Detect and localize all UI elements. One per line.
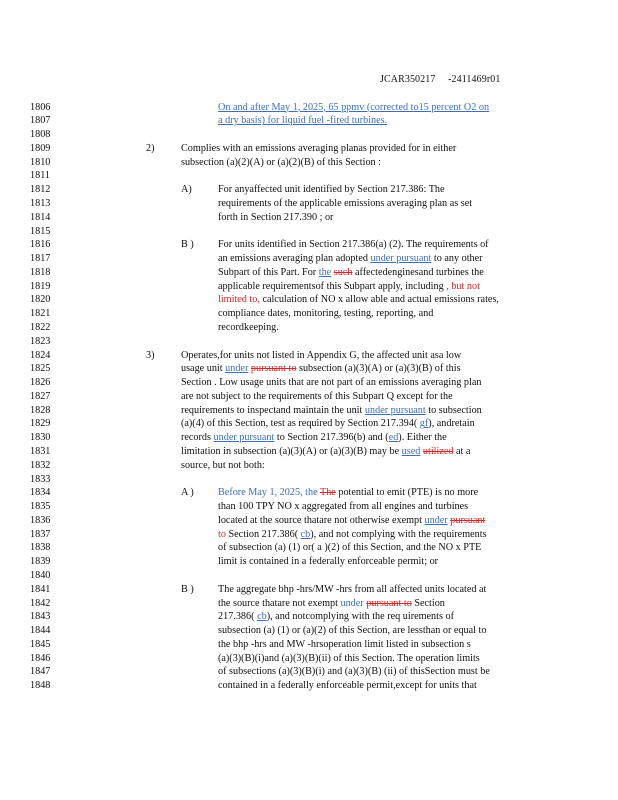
line-text — [218, 555, 438, 569]
line-text — [218, 238, 489, 252]
inserted-text: under pursuant — [370, 253, 432, 265]
document-line — [0, 597, 618, 611]
text-run: affectedenginesand turbines the — [352, 266, 484, 278]
text-run: of subsections (a)(3)(B)(i) and (a)(3)(B) (ii) of thisSection must be — [218, 666, 490, 678]
text-run: subsection (a)(2)(A) or (a)(2)(B) of this Section : — [181, 156, 382, 168]
line-number: 1815 — [30, 225, 51, 237]
document-line — [0, 500, 618, 514]
list-marker: 2) — [146, 142, 155, 154]
text-run: under — [340, 597, 364, 609]
text-run: aggregated from all engines and turbines — [299, 501, 469, 513]
text-run: to any other — [431, 253, 483, 265]
line-number: 1823 — [30, 335, 51, 347]
text-run: limitation in subsection (a)(3)(A) or (a)(3)(B) may be — [181, 446, 402, 457]
inserted-text: under — [424, 514, 448, 526]
line-number: 1846 — [30, 652, 51, 664]
line-text — [218, 541, 481, 555]
text-run: requirements of the applicable emissions averaging plan as set — [218, 197, 473, 209]
list-marker: A) — [181, 184, 192, 196]
line-number: 1838 — [30, 542, 51, 554]
line-text — [218, 114, 387, 128]
line-text — [181, 142, 456, 156]
text-run: ), and not complying with the requirements — [310, 528, 487, 540]
text-run: to Section 217.396(b) and ( — [274, 432, 389, 444]
line-number: 1833 — [30, 473, 51, 485]
inserted-text: ed — [388, 432, 399, 444]
text-run: For anyaffected unit identified by Section 217.386: The — [218, 184, 445, 196]
line-text — [218, 486, 478, 500]
text-run: to subsection — [425, 404, 482, 416]
document-line — [0, 293, 618, 307]
line-number: 1845 — [30, 638, 51, 650]
line-number: 1811 — [30, 170, 50, 182]
text-run: source, but not both: — [181, 459, 265, 471]
line-number: 1839 — [30, 556, 51, 568]
document-line — [0, 610, 618, 624]
text-run: of subsection (a) (1) or( a )(2) of this Section, and the NO — [218, 542, 454, 554]
inserted-text: cb — [257, 611, 267, 623]
line-text — [181, 445, 470, 459]
list-marker: 3) — [146, 349, 155, 361]
text-run: forth in Section 217.390 ; or — [218, 211, 334, 223]
line-number: 1819 — [30, 280, 51, 292]
line-number: 1824 — [30, 349, 51, 361]
deleted-text: The — [319, 487, 336, 499]
document-line — [0, 197, 618, 211]
line-text — [218, 293, 499, 307]
text-run: Subpart of this Part. For — [218, 266, 319, 278]
line-number: 1847 — [30, 666, 51, 678]
document-line — [0, 376, 618, 390]
deleted-text: pursuant to — [366, 597, 412, 609]
text-run: ), andretain — [428, 418, 475, 430]
line-number: 1844 — [30, 625, 51, 637]
document-line — [0, 101, 618, 115]
line-text — [218, 528, 487, 542]
text-run: For units identified in Section 217.386(a) (2). The requirements of — [218, 239, 489, 251]
text-run: applicable requirementsof this Subpart apply, including — [218, 280, 447, 292]
line-text — [218, 280, 480, 294]
line-number: 1806 — [30, 101, 51, 113]
document-line — [0, 183, 618, 197]
line-number: 1843 — [30, 611, 51, 623]
text-run: located at the source thatare not otherwise exempt — [218, 514, 425, 526]
line-text — [218, 101, 489, 115]
text-run: Section . Low usage units that are not part of an emissions averaging plan — [181, 377, 482, 389]
inserted-text: cb — [300, 528, 311, 540]
document-line — [0, 514, 618, 528]
text-run: the source thatare not exempt — [218, 597, 341, 609]
text-run: Section 217.386( — [225, 528, 301, 540]
document-line — [0, 362, 618, 376]
inserted-text: on — [476, 101, 490, 113]
text-run: x — [453, 542, 461, 554]
text-run: Complies with an emissions averaging planas provided for in either — [181, 142, 457, 154]
document-line — [0, 665, 618, 679]
text-run: an emissions averaging plan adopted — [218, 253, 371, 265]
text-run: subsection (a) (1) or (a)(2) of this Section, are lessthan or equal to — [218, 625, 487, 637]
line-number: 1829 — [30, 418, 51, 430]
text-run: compliance dates, monitoring, testing, reporting, and — [218, 308, 434, 320]
document-line — [0, 445, 618, 459]
line-number: 1827 — [30, 390, 51, 402]
line-text — [218, 583, 486, 597]
line-number: 1832 — [30, 459, 51, 471]
document-header — [380, 74, 510, 85]
inserted-text: under pursuant — [213, 432, 275, 444]
line-text — [218, 307, 433, 321]
line-number: 1842 — [30, 597, 51, 609]
document-line — [0, 431, 618, 445]
line-number: 1848 — [30, 680, 51, 692]
document-line — [0, 528, 618, 542]
text-run: to — [218, 528, 226, 540]
line-text — [181, 431, 447, 445]
document-line — [0, 169, 618, 183]
document-revision: -2411469r01 — [448, 74, 501, 85]
text-run: Section — [411, 597, 445, 609]
document-line — [0, 142, 618, 156]
document-line — [0, 114, 618, 128]
list-marker: B ) — [181, 239, 194, 251]
line-text — [218, 321, 279, 335]
line-text — [218, 211, 333, 225]
text-run: usage unit — [181, 363, 226, 375]
document-line — [0, 569, 618, 583]
text-run: ). Either the — [398, 432, 447, 444]
line-text — [181, 156, 381, 170]
document-line — [0, 128, 618, 142]
line-text — [218, 624, 486, 638]
text-run: potential to emit (PTE) is no more — [335, 487, 479, 499]
line-number: 1808 — [30, 129, 51, 141]
text-run: ), and notcomplying with the req uirements of — [266, 611, 454, 623]
text-run: Before May 1, 2025, the — [218, 487, 318, 499]
document-line — [0, 156, 618, 170]
line-text — [218, 638, 471, 652]
document-line — [0, 541, 618, 555]
text-run: at a — [453, 446, 471, 457]
line-text — [181, 390, 453, 404]
line-text — [218, 500, 468, 514]
line-text — [181, 349, 461, 363]
line-number: 1831 — [30, 446, 51, 457]
document-line — [0, 335, 618, 349]
text-run: subsection (a)(3)(A) or (a)(3)(B) of this — [296, 363, 461, 375]
line-text — [218, 665, 490, 679]
line-number: 1813 — [30, 197, 51, 209]
inserted-text: the — [318, 266, 332, 278]
inserted-text: 2 — [471, 101, 477, 113]
line-number: 1835 — [30, 501, 51, 513]
document-line — [0, 225, 618, 239]
text-run: The aggregate bhp -hrs/MW -hrs from all affected units located at — [218, 583, 487, 595]
text-run: the bhp -hrs and MW -hrsoperation limit listed in subsection s — [218, 638, 471, 650]
line-number: 1822 — [30, 321, 51, 333]
inserted-text: On and after May 1, 2025, 65 ppmv (corrected to15 percent O — [218, 101, 472, 113]
document-line — [0, 266, 618, 280]
text-run: than 100 TPY NO — [218, 501, 292, 513]
text-run: are not subject to the requirements of this Subpart Q except for the — [181, 390, 453, 402]
text-run: calculation of NO — [259, 294, 336, 306]
document-line — [0, 390, 618, 404]
line-text — [218, 652, 480, 666]
list-marker: B ) — [181, 583, 194, 595]
document-line — [0, 280, 618, 294]
line-number: 1830 — [30, 432, 51, 444]
text-run: 217.386( — [218, 611, 258, 623]
text-run: PTE — [460, 542, 482, 554]
text-run: recordkeeping. — [218, 321, 279, 333]
text-run: contained in a federally enforceable permit,except for units that — [218, 680, 477, 692]
text-run: x — [291, 501, 300, 513]
line-text — [218, 197, 472, 211]
document-line — [0, 473, 618, 487]
line-number: 1821 — [30, 308, 51, 320]
document-line — [0, 638, 618, 652]
text-run: limit is contained in a federally enforceable permit; or — [218, 556, 439, 568]
line-number: 1834 — [30, 487, 51, 499]
document-line — [0, 486, 618, 500]
line-text — [218, 597, 445, 611]
line-number: 1826 — [30, 377, 51, 389]
line-number: 1840 — [30, 570, 51, 582]
document-line — [0, 417, 618, 431]
document-line — [0, 252, 618, 266]
line-text — [181, 362, 461, 376]
document-line — [0, 459, 618, 473]
line-number: 1825 — [30, 363, 51, 375]
deleted-text: pursuant — [450, 514, 486, 526]
document-line — [0, 307, 618, 321]
line-number: 1810 — [30, 156, 51, 168]
line-number: 1818 — [30, 266, 51, 278]
deleted-text: pursuant to — [250, 363, 297, 375]
line-number: 1817 — [30, 253, 51, 265]
line-number: 1837 — [30, 528, 51, 540]
document-line — [0, 624, 618, 638]
document-line — [0, 404, 618, 418]
document-line — [0, 321, 618, 335]
line-text — [181, 417, 475, 431]
text-run: allow able and actual emissions rates, — [343, 294, 499, 306]
text-run: requirements to inspectand maintain the unit — [181, 404, 365, 416]
line-number: 1816 — [30, 239, 51, 251]
list-marker: A ) — [181, 487, 194, 499]
line-number: 1812 — [30, 184, 51, 196]
document-line — [0, 679, 618, 693]
document-line — [0, 583, 618, 597]
text-run: (a)(4) of this Section, test as required by Section 217.394( — [181, 418, 420, 430]
line-number: 1828 — [30, 404, 51, 416]
line-text — [181, 404, 482, 418]
inserted-text: under — [225, 363, 249, 375]
inserted-text: under pursuant — [364, 404, 426, 416]
line-number: 1841 — [30, 583, 51, 595]
text-run: Operates,for units not listed in Appendix G, the affected unit asa low — [181, 349, 462, 361]
text-run: x — [335, 294, 344, 306]
line-text — [218, 252, 483, 266]
line-number: 1820 — [30, 294, 51, 306]
document-line — [0, 349, 618, 363]
document-line — [0, 238, 618, 252]
line-text — [218, 183, 445, 197]
line-text — [218, 610, 454, 624]
text-run: records — [181, 432, 214, 444]
deleted-text: utilized — [422, 446, 454, 457]
inserted-text: used — [401, 446, 421, 457]
line-number: 1836 — [30, 514, 51, 526]
line-text — [218, 679, 477, 693]
text-run: (a)(3)(B)(i)and (a)(3)(B)(ii) of this Section. The operation limits — [218, 652, 480, 664]
document-line — [0, 652, 618, 666]
document-line — [0, 211, 618, 225]
line-text — [181, 459, 265, 473]
line-text — [218, 514, 485, 528]
deleted-text: such — [333, 266, 353, 278]
inserted-text: gf — [419, 418, 429, 430]
line-number: 1814 — [30, 211, 51, 223]
document-id: JCAR350217 — [380, 74, 436, 85]
inserted-text: a dry basis) for liquid fuel -fired turbines. — [218, 115, 388, 127]
text-run: limited to, — [218, 294, 260, 306]
document-line — [0, 555, 618, 569]
line-number: 1807 — [30, 115, 51, 127]
text-run: , but not — [446, 280, 480, 292]
line-text — [218, 266, 484, 280]
line-text — [181, 376, 481, 390]
line-number: 1809 — [30, 142, 51, 154]
